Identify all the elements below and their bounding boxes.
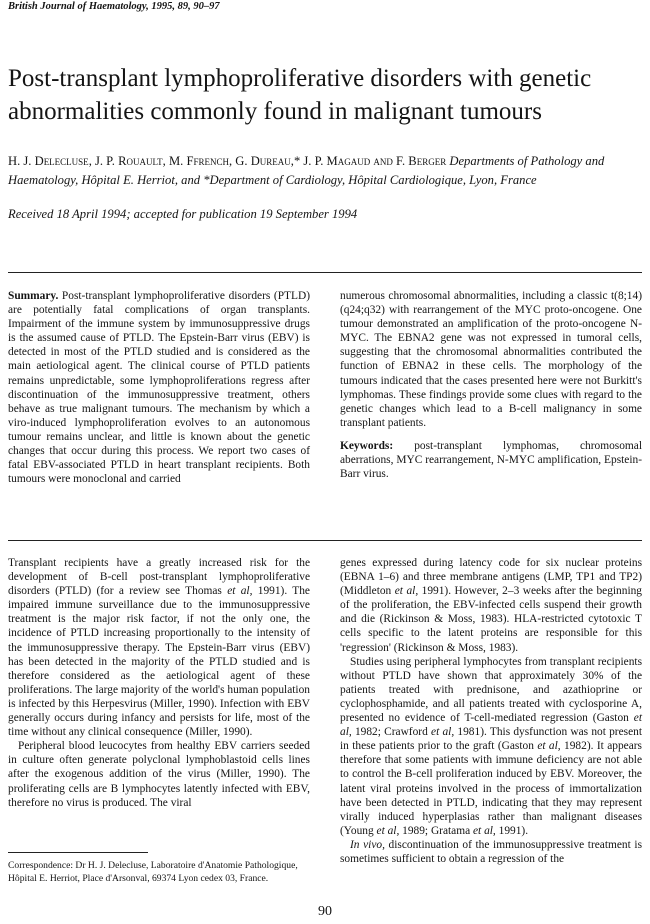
author-initials: , J. P. [88,154,119,168]
body-paragraph: Studies using peripheral lymphocytes from transplant recipients without PTLD have shown that approximately 30% of the patients treated with prednisone, and azathioprine or cyclophosphamide, and all patients treated with cyclosporine A, presented no evidence of T-cell-mediated regression (Gaston et al, 1982; Crawford et al, 1981). This dysfunction was not present in these patients prior to the graft (Gaston et al, 1982). It appears therefore that some patients with immune deficiency are not able to control the B-cell proliferation induced by EBV. Moreover, the latent viral proteins involved in the process of immortalization have been detected in PTLD, indicating that they may represent virally induced hyperplasias rather than malignant diseases (Young et al, 1989; Gratama et al, 1991). [340,655,643,837]
body-paragraph: Peripheral blood leucocytes from healthy EBV carriers seeded in culture often generate polyclonal lymphoblastoid cells lines after the exogenous addition of the virus (Miller, 1990). The proliferating cells are B lymphocytes latently infected with EBV, therefore no virus is produced. The viral [8,740,310,809]
keywords-text: post-transplant lymphomas, chromosomal aberrations, MYC rearrangement, N-MYC amplification, Epstein-Barr virus. [340,439,642,481]
author-initials: , M. [162,154,187,168]
page-number: 90 [318,904,332,919]
author-name: Dureau [250,154,291,168]
author-name: Delecluse [34,154,89,168]
body-paragraph: genes expressed during latency code for six nuclear proteins (EBNA 1–6) and three membrane antigens (LMP, TP1 and TP2) (Middleton et al, 1991). However, 2–3 weeks after the beginning of the proliferation, the EBV-infected cells suspend their growth and die (Rickinson & Moss, 1983). HLA-restricted cytotoxic T cells specific to the latent proteins are responsible for this 'regression' (Rickinson & Moss, 1983). [340,557,643,654]
author-list [8,152,642,190]
summary-bottom-rule [8,540,642,541]
author-initials: , G. [228,154,251,168]
author-name: Berger [408,154,447,168]
body-left-column [8,556,310,810]
keywords-label: Keywords: [340,439,394,452]
body-paragraph: In vivo, discontinuation of the immunosuppressive treatment is sometimes sufficient to obtain a regression of the [340,838,643,865]
author-name: Magaud [326,154,371,168]
summary-text: Post-transplant lymphoproliferative disorders (PTLD) are potentially fatal complications of organ transplants. Impairment of the immune system by immunosuppressive drugs is the assumed cause of PTLD. The Epstein-Barr virus (EBV) is detected in most of the PTLD studied and is considered as the main aetiological agent. The clinical course of PTLD patients remains unpredictable, some lymphoproliferations regress after discontinuation of the immunosuppressive treatment, others behave as true malignant tumours. The mechanism by which a viro-induced lymphoproliferation evolves to an autonomous tumour remains unclear, and little is known about the genetic changes that occur during this process. We report two cases of fatal EBV-associated PTLD in heart transplant recipients. Both tumours were monoclonal and carried [8,290,310,486]
author-name: Rouault [118,154,163,168]
summary-left-column [8,289,310,486]
article-title: Post-transplant lymphoproliferative disorders with genetic abnormalities commonly found in malignant tumours [8,65,592,125]
keywords [340,439,642,481]
footnote-rule [8,852,148,853]
author-initials: F. [396,154,409,168]
author-initials: H. J. [8,154,35,168]
body-right-column [340,556,642,866]
correspondence-footnote: Correspondence: Dr H. J. Delecluse, Laboratoire d'Anatomie Pathologique, Hôpital E. Herriot, Place d'Arsonval, 69374 Lyon cedex 03, France. [8,860,298,884]
summary-top-rule [8,272,642,273]
author-initials: ,* J. P. [290,154,327,168]
author-name: Ffrench [186,154,229,168]
affiliation: Departments of Pathology and Haematology, Hôpital E. Herriot, and *Department of Cardiology, Hôpital Cardiologique, Lyon, France [8,154,605,187]
journal-citation: British Journal of Haematology, 1995, 89, 90–97 [8,1,220,12]
summary-label: Summary. [8,290,59,302]
summary-right-column [340,289,642,481]
body-paragraph: Transplant recipients have a greatly increased risk for the development of B-cell post-transplant lymphoproliferative disorders (PTLD) (for a review see Thomas et al, 1991). The impaired immune surveillance due to the immunosuppressive treatment is the major risk factor, if not the only one, the incidence of PTLD increasing proportionally to the intensity of the immunosuppressive therapy. The Epstein-Barr virus (EBV) has been detected in the majority of the PTLD studied and is therefore considered as the aetiological agent of these proliferations. The large majority of the world's human population is infected by this Herpesvirus (Miller, 1990). Infection with EBV generally occurs during infancy and persists for life, most of the time without any clinical consequence (Miller, 1990). [8,557,310,739]
author-conjunction: and [370,154,396,168]
summary-text-continued: numerous chromosomal abnormalities, including a classic t(8;14)(q24;q32) with rearrangement of the MYC proto-oncogene. One tumour demonstrated an amplification of the proto-oncogene N-MYC. The EBNA2 gene was not expressed in tumoral cells, suggesting that the chromosomal abnormalities contributed the function of EBNA2 in these cells. The morphology of the tumours indicated that the cases presented here were not Burkitt's lymphomas. These findings provide some clues with regard to the genetic changes which lead to a B-cell malignancy in some transplant patients. [340,290,642,429]
received-dates: Received 18 April 1994; accepted for publication 19 September 1994 [8,207,358,221]
